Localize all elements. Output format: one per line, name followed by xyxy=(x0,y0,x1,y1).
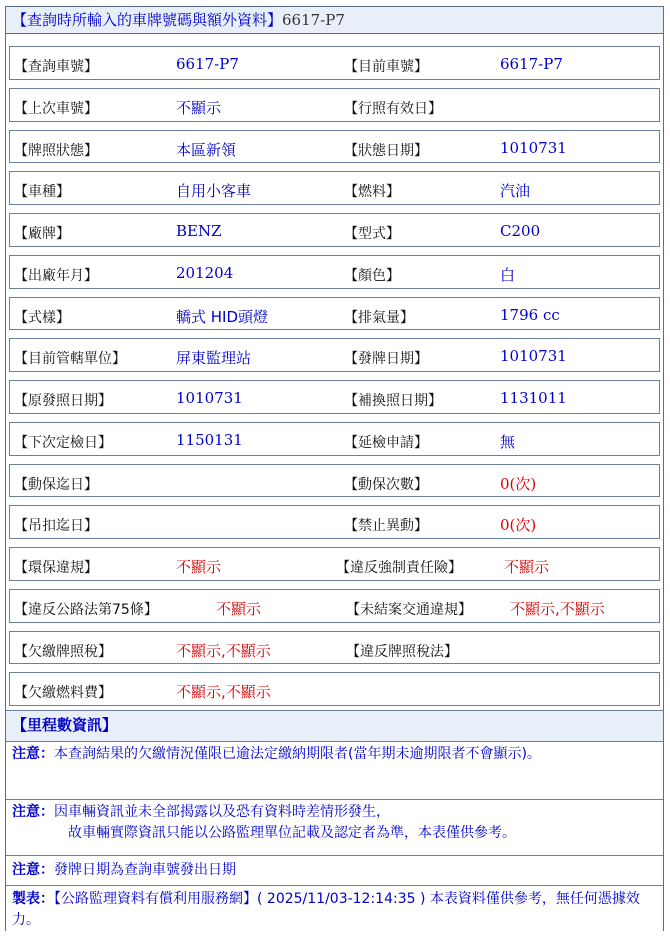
report-footer xyxy=(6,885,663,931)
field-label: 【狀態日期】 xyxy=(344,142,428,159)
field-value: 自用小客車 xyxy=(176,182,252,201)
row-frame xyxy=(9,255,660,289)
field-value: 不顯示 xyxy=(216,599,262,618)
query-header-title: 【查詢時所輸入的車牌號碼與額外資料】 xyxy=(12,11,283,29)
field-value: 轎式 HID頭燈 xyxy=(176,307,269,326)
field-label: 【目前管轄單位】 xyxy=(14,351,126,368)
field-label: 【補換照日期】 xyxy=(344,393,442,409)
field-label: 【禁止異動】 xyxy=(344,518,428,535)
field-value: 1796 cc xyxy=(500,305,560,324)
note-disclaimer-label: 注意： xyxy=(12,804,54,820)
field-label: 【違反牌照稅法】 xyxy=(346,643,458,660)
note-disclaimer xyxy=(6,799,663,855)
field-label: 【排氣量】 xyxy=(344,309,414,326)
data-row xyxy=(6,418,663,460)
row-frame xyxy=(9,297,660,331)
field-value: 1010731 xyxy=(500,138,567,157)
data-row xyxy=(6,334,663,376)
row-frame xyxy=(9,88,660,122)
field-label: 【牌照狀態】 xyxy=(14,142,98,159)
field-value: 無 xyxy=(500,432,516,451)
data-row xyxy=(6,84,663,126)
query-header-text xyxy=(12,7,345,33)
note-disclaimer-line1: 因車輛資訊並未全部揭露以及恐有資料時差情形發生， xyxy=(54,804,390,820)
field-value: 汽油 xyxy=(500,182,531,201)
field-value: 白 xyxy=(500,265,516,284)
data-row xyxy=(6,209,663,251)
field-label: 【欠繳燃料費】 xyxy=(14,685,112,702)
mileage-title: 【里程數資訊】 xyxy=(12,716,118,734)
field-label: 【燃料】 xyxy=(344,184,400,201)
field-value: BENZ xyxy=(176,222,222,240)
field-value: 不顯示 xyxy=(176,558,222,576)
note-plate-date-label: 注意： xyxy=(12,862,54,878)
field-value: 1010731 xyxy=(176,389,243,407)
field-value: 6617-P7 xyxy=(500,55,563,73)
field-label: 【顏色】 xyxy=(344,267,400,284)
data-row xyxy=(6,627,663,669)
note-plate-date-text: 發牌日期為查詢車號發出日期 xyxy=(54,862,236,878)
field-label: 【下次定檢日】 xyxy=(14,434,112,451)
field-value: 0(次) xyxy=(500,516,537,535)
field-value: 屏東監理站 xyxy=(176,349,252,368)
field-value: 不顯示 xyxy=(176,98,222,117)
row-frame xyxy=(9,171,660,205)
note-plate-date xyxy=(6,855,663,885)
field-value: 不顯示,不顯示 xyxy=(176,683,271,702)
field-label: 【未結案交通違規】 xyxy=(346,601,472,618)
note-overdue-label: 注意： xyxy=(12,746,54,762)
field-label: 【動保次數】 xyxy=(344,476,428,493)
row-frame xyxy=(9,505,660,539)
note-overdue xyxy=(6,741,663,799)
query-header xyxy=(6,7,663,34)
mileage-section xyxy=(6,710,663,741)
field-value: 不顯示 xyxy=(504,558,550,576)
data-row xyxy=(6,293,663,335)
report-footer-text: 【公路監理資料有償利用服務網】( 2025/11/03-12:14:35 ) 本表資料僅供參考，無任何憑據效力。 xyxy=(12,891,640,928)
field-label: 【查詢車號】 xyxy=(14,59,98,75)
data-row xyxy=(6,126,663,168)
data-row xyxy=(6,460,663,502)
field-label: 【欠繳牌照稅】 xyxy=(14,643,112,660)
field-label: 【吊扣迄日】 xyxy=(14,518,98,535)
field-label: 【延檢申請】 xyxy=(344,434,428,451)
field-value: C200 xyxy=(500,222,541,240)
data-row xyxy=(6,167,663,209)
data-row xyxy=(6,251,663,293)
field-label: 【上次車號】 xyxy=(14,100,98,117)
row-frame xyxy=(9,213,660,247)
field-value: 1150131 xyxy=(176,430,243,449)
data-row xyxy=(6,543,663,585)
data-row xyxy=(6,668,663,710)
field-label: 【式樣】 xyxy=(14,309,70,326)
field-value: 1010731 xyxy=(500,347,567,366)
note-overdue-text: 本查詢結果的欠繳情況僅限已逾法定繳納期限者(當年期未逾期限者不會顯示)。 xyxy=(54,746,541,762)
field-label: 【車種】 xyxy=(14,184,70,201)
field-label: 【行照有效日】 xyxy=(344,100,442,117)
field-label: 【型式】 xyxy=(344,226,400,242)
field-value: 不顯示,不顯示 xyxy=(176,641,271,660)
field-label: 【違反強制責任險】 xyxy=(336,560,462,576)
vehicle-info-table xyxy=(5,6,664,931)
row-frame xyxy=(9,547,660,581)
data-row xyxy=(6,585,663,627)
field-label: 【廠牌】 xyxy=(14,226,70,242)
field-value: 201204 xyxy=(176,263,234,282)
field-label: 【原發照日期】 xyxy=(14,393,112,409)
field-value: 本區新領 xyxy=(176,140,237,159)
report-footer-label: 製表： xyxy=(12,891,54,907)
data-row xyxy=(6,42,663,84)
field-label: 【違反公路法第75條】 xyxy=(14,601,158,618)
field-label: 【發牌日期】 xyxy=(344,351,428,368)
field-value: 0(次) xyxy=(500,474,537,493)
query-header-plate: 6617-P7 xyxy=(282,11,345,29)
data-row xyxy=(6,376,663,418)
field-label: 【目前車號】 xyxy=(344,59,428,75)
field-value: 6617-P7 xyxy=(176,55,239,73)
field-label: 【動保迄日】 xyxy=(14,476,98,493)
field-label: 【環保違規】 xyxy=(14,560,98,576)
field-value: 1131011 xyxy=(500,389,567,407)
row-frame xyxy=(9,464,660,498)
field-value: 不顯示,不顯示 xyxy=(510,599,605,618)
field-label: 【出廠年月】 xyxy=(14,267,98,284)
data-row xyxy=(6,501,663,543)
note-disclaimer-line2: 故車輛實際資訊只能以公路監理單位記載及認定者為準，本表僅供參考。 xyxy=(68,825,516,841)
